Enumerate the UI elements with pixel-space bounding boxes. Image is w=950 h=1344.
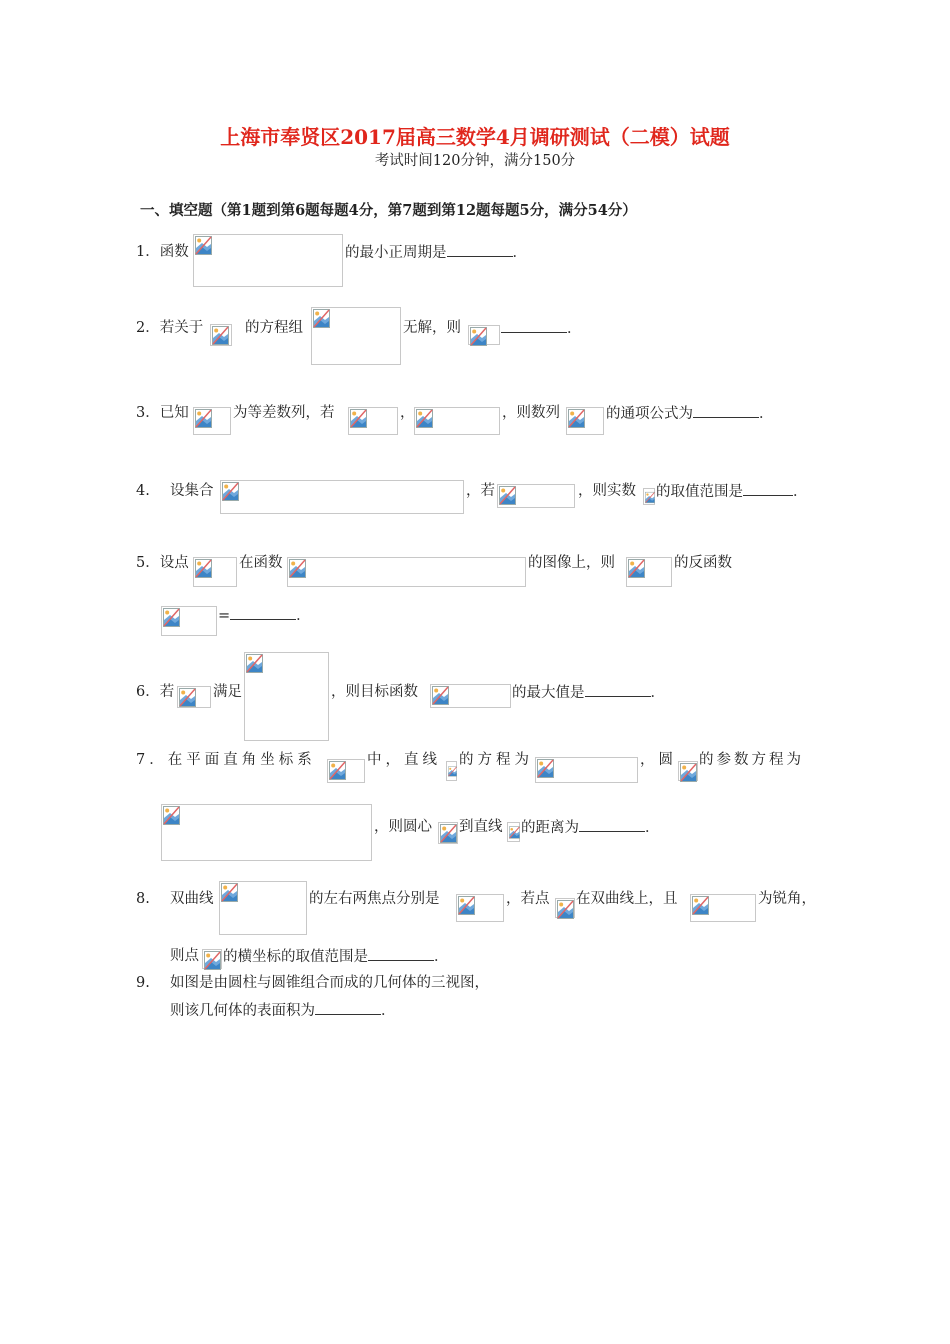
formula-image — [161, 606, 217, 636]
formula-image — [430, 684, 511, 708]
q8-text-c: 的左右两焦点分别是 — [309, 891, 440, 907]
q3-text-c: ， — [400, 405, 415, 421]
q9-text-a: 9. — [136, 975, 150, 991]
formula-image — [566, 407, 604, 435]
formula-image — [311, 307, 401, 365]
formula-image — [219, 881, 307, 935]
q3-text-e: 的通项公式为 ． — [606, 403, 774, 424]
formula-image — [193, 557, 237, 587]
broken-image-icon — [645, 490, 655, 505]
q8-text-e: 在双曲线上，且 — [576, 891, 678, 907]
q4-text-d: ，则实数 — [578, 483, 636, 499]
formula-image — [193, 234, 343, 287]
formula-image — [348, 407, 398, 435]
q8-text-b: 双曲线 — [170, 891, 214, 907]
broken-image-icon — [195, 236, 212, 255]
page-title: 上海市奉贤区2017届高三数学4月调研测试（二模）试题 — [220, 125, 730, 149]
broken-image-icon — [289, 559, 306, 578]
q5-text-e: = ． — [218, 605, 311, 626]
q5-text-d: 的反函数 — [674, 555, 732, 571]
formula-image — [678, 761, 698, 781]
q7-text-c: 的方程为 — [459, 752, 533, 768]
broken-image-icon — [537, 759, 554, 778]
broken-image-icon — [163, 806, 180, 825]
broken-image-icon — [313, 309, 330, 328]
broken-image-icon — [221, 883, 238, 902]
q6-text-a: 6．若 — [136, 684, 175, 700]
q6-text-d: 的最大值是 ． — [512, 682, 665, 703]
q6-text-c: ，则目标函数 — [331, 684, 418, 700]
formula-image — [202, 949, 222, 969]
formula-image — [535, 757, 638, 783]
broken-image-icon — [509, 824, 520, 841]
formula-image — [244, 652, 329, 741]
formula-image — [497, 484, 575, 508]
q3-text-a: 3．已知 — [136, 405, 189, 421]
q8-text-a: 8. — [136, 891, 150, 907]
formula-image — [468, 325, 500, 345]
broken-image-icon — [246, 654, 263, 673]
broken-image-icon — [212, 326, 229, 345]
q7-text-f: ，则圆心 — [374, 819, 432, 835]
broken-image-icon — [692, 896, 709, 915]
broken-image-icon — [448, 763, 457, 780]
formula-image — [456, 894, 504, 922]
broken-image-icon — [458, 896, 475, 915]
q3-text-b: 为等差数列，若 — [233, 405, 335, 421]
formula-image — [287, 557, 526, 587]
q4-text-c: ，若 — [466, 483, 495, 499]
broken-image-icon — [440, 824, 457, 843]
q6-text-b: 满足 — [213, 684, 242, 700]
formula-image — [690, 894, 756, 922]
broken-image-icon — [195, 409, 212, 428]
q3-text-d: ，则数列 — [502, 405, 560, 421]
q7-text-e: 的参数方程为 — [699, 752, 804, 768]
q2-text-b: 的方程组 — [245, 320, 303, 336]
formula-image — [446, 761, 457, 781]
broken-image-icon — [470, 327, 487, 346]
broken-image-icon — [628, 559, 645, 578]
q7-text-h: 的距离为 ． — [521, 817, 660, 838]
formula-image — [193, 407, 231, 435]
broken-image-icon — [222, 482, 239, 501]
formula-image — [220, 480, 464, 514]
q1-text-a: 1．函数 — [136, 244, 189, 260]
q8-text-h: 的横坐标的取值范围是 ． — [223, 946, 449, 967]
q8-text-d: ，若点 — [506, 891, 550, 907]
q1-text-b: 的最小正周期是 ． — [345, 242, 527, 263]
q7-text-a: 7．在平面直角坐标系 — [136, 752, 316, 768]
q7-text-g: 到直线 — [459, 819, 503, 835]
q9-text-c: 则该几何体的表面积为 ． — [170, 1000, 396, 1021]
q9-text-b: 如图是由圆柱与圆锥组合而成的几何体的三视图， — [170, 975, 489, 991]
q2-text-a: 2．若关于 — [136, 320, 204, 336]
formula-image — [177, 686, 211, 708]
q7-text-d: ，圆 — [640, 752, 677, 768]
broken-image-icon — [499, 486, 516, 505]
broken-image-icon — [680, 763, 697, 782]
section-heading: 一、填空题（第1题到第6题每题4分，第7题到第12题每题5分，满分54分） — [140, 202, 637, 219]
formula-image — [507, 822, 520, 842]
broken-image-icon — [350, 409, 367, 428]
broken-image-icon — [416, 409, 433, 428]
broken-image-icon — [179, 688, 196, 707]
broken-image-icon — [329, 761, 346, 780]
q4-text-a: 4. — [136, 483, 150, 499]
q5-text-c: 的图像上，则 — [528, 555, 615, 571]
q7-text-b: 中，直线 — [367, 752, 441, 768]
q2-text-d: ． — [501, 318, 582, 339]
broken-image-icon — [204, 951, 221, 970]
formula-image — [414, 407, 500, 435]
q2-text-c: 无解，则 — [403, 320, 461, 336]
formula-image — [643, 488, 655, 505]
broken-image-icon — [557, 900, 574, 919]
formula-image — [327, 759, 365, 783]
formula-image — [210, 324, 232, 346]
broken-image-icon — [163, 608, 180, 627]
q8-text-g: 则点 — [170, 948, 199, 964]
q5-text-a: 5．设点 — [136, 555, 189, 571]
formula-image — [555, 898, 575, 918]
broken-image-icon — [432, 686, 449, 705]
q5-text-b: 在函数 — [239, 555, 283, 571]
q8-text-f: 为锐角， — [758, 891, 816, 907]
q4-text-e: 的取值范围是 ． — [656, 481, 808, 502]
exam-info: 考试时间120分钟，满分150分 — [374, 153, 576, 169]
formula-image — [626, 557, 672, 587]
broken-image-icon — [568, 409, 585, 428]
formula-image — [161, 804, 372, 861]
formula-image — [438, 822, 458, 844]
q4-text-b: 设集合 — [170, 483, 214, 499]
broken-image-icon — [195, 559, 212, 578]
